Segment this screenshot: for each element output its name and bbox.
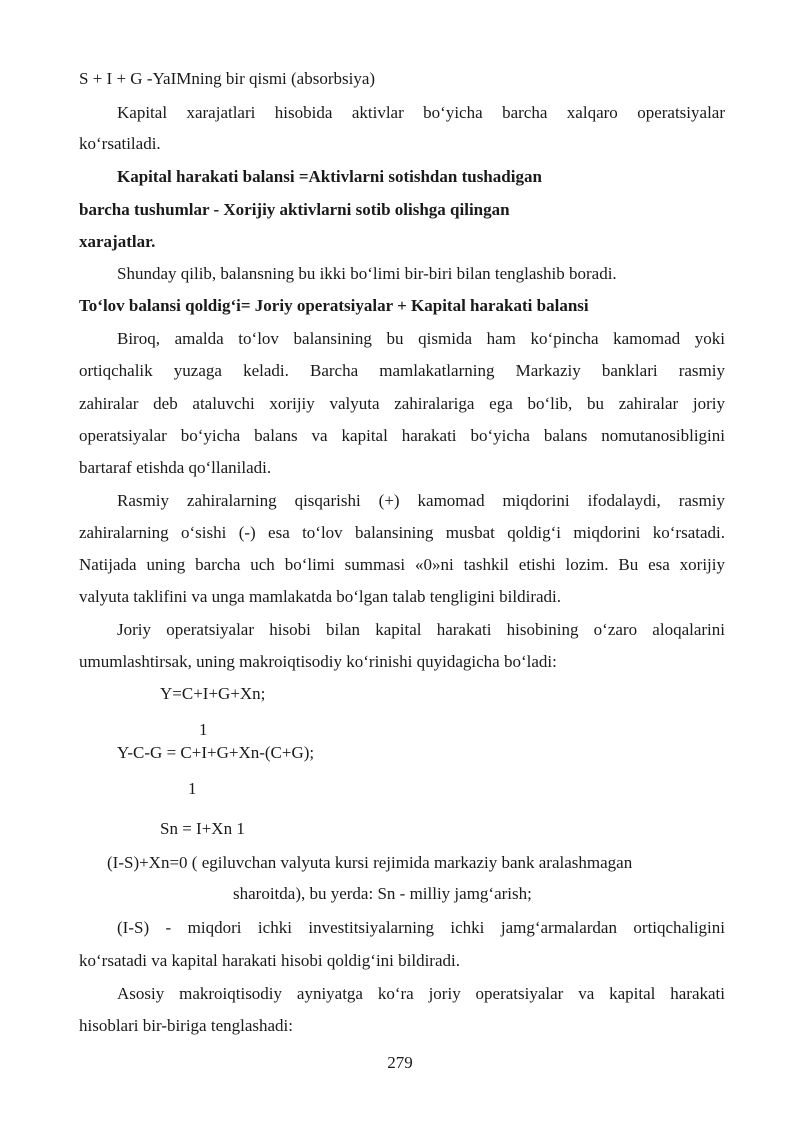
paragraph-line: Rasmiy zahiralarning qisqarishi (+) kamomad miqdorini ifodalaydi, rasmiy xyxy=(117,491,725,510)
paragraph-line: ortiqchalik yuzaga keladi. Barcha mamlakatlarning Markaziy banklari rasmiy xyxy=(79,361,725,380)
paragraph-line: valyuta taklifini va unga mamlakatda bo‘lgan talab tengligini bildiradi. xyxy=(79,587,562,606)
paragraph-line: operatsiyalar bo‘yicha balans va kapital harakati bo‘yicha balans nomutanosibligini xyxy=(79,426,725,445)
paragraph-line: ko‘rsatadi va kapital harakati hisobi qoldig‘ini bildiradi. xyxy=(79,951,460,970)
equation-line: (I-S)+Xn=0 ( egiluvchan valyuta kursi rejimida markaziy bank aralashmagan xyxy=(107,853,633,872)
paragraph-line: zahiralar deb ataluvchi xorijiy valyuta zahiralariga ega bo‘lib, bu zahiralar joriy xyxy=(79,394,725,413)
paragraph-line: Biroq, amalda to‘lov balansining bu qismida ham ko‘pincha kamomad yoki xyxy=(117,329,725,348)
bold-formula-line: barcha tushumlar - Xorijiy aktivlarni sotib olishga qilingan xyxy=(79,200,510,219)
paragraph-line: Shunday qilib, balansning bu ikki bo‘limi bir-biri bilan tenglashib boradi. xyxy=(117,264,617,283)
paragraph-line: umumlashtirsak, uning makroiqtisodiy ko‘rinishi quyidagicha bo‘ladi: xyxy=(79,652,557,671)
paragraph-line: Natijada uning barcha uch bo‘limi summasi «0»ni tashkil etishi lozim. Bu esa xorijiy xyxy=(79,555,725,574)
paragraph-line: (I-S) - miqdori ichki investitsiyalarning ichki jamg‘armalardan ortiqchaligini xyxy=(117,918,725,937)
paragraph-line: Asosiy makroiqtisodiy ayniyatga ko‘ra joriy operatsiyalar va kapital harakati xyxy=(117,984,725,1003)
page-number: 279 xyxy=(387,1053,413,1072)
paragraph-line: bartaraf etishda qo‘llaniladi. xyxy=(79,458,272,477)
equation-line: Y=C+I+G+Xn; xyxy=(160,684,266,703)
text-line: S + I + G -YaIMning bir qismi (absorbsiya) xyxy=(79,69,376,88)
equation-subscript: 1 xyxy=(188,779,197,798)
bold-formula-line: xarajatlar. xyxy=(79,232,156,251)
paragraph-line: ko‘rsatiladi. xyxy=(79,134,161,153)
equation-subscript: 1 xyxy=(199,720,208,739)
equation-line: sharoitda), bu yerda: Sn - milliy jamg‘arish; xyxy=(233,884,532,903)
bold-formula-line: Kapital harakati balansi =Aktivlarni sotishdan tushadigan xyxy=(117,167,542,186)
paragraph-line: hisoblari bir-biriga tenglashadi: xyxy=(79,1016,293,1035)
bold-formula-line: To‘lov balansi qoldig‘i= Joriy operatsiyalar + Kapital harakati balansi xyxy=(79,296,589,315)
paragraph-line: Kapital xarajatlari hisobida aktivlar bo‘yicha barcha xalqaro operatsiyalar xyxy=(117,103,725,122)
paragraph-line: zahiralarning o‘sishi (-) esa to‘lov balansining musbat qoldig‘i miqdorini ko‘rsatadi. xyxy=(79,523,725,542)
paragraph-line: Joriy operatsiyalar hisobi bilan kapital harakati hisobining o‘zaro aloqalarini xyxy=(117,620,725,639)
equation-line: Sn = I+Xn 1 xyxy=(160,819,245,838)
equation-line: Y-C-G = C+I+G+Xn-(C+G); xyxy=(117,743,315,762)
